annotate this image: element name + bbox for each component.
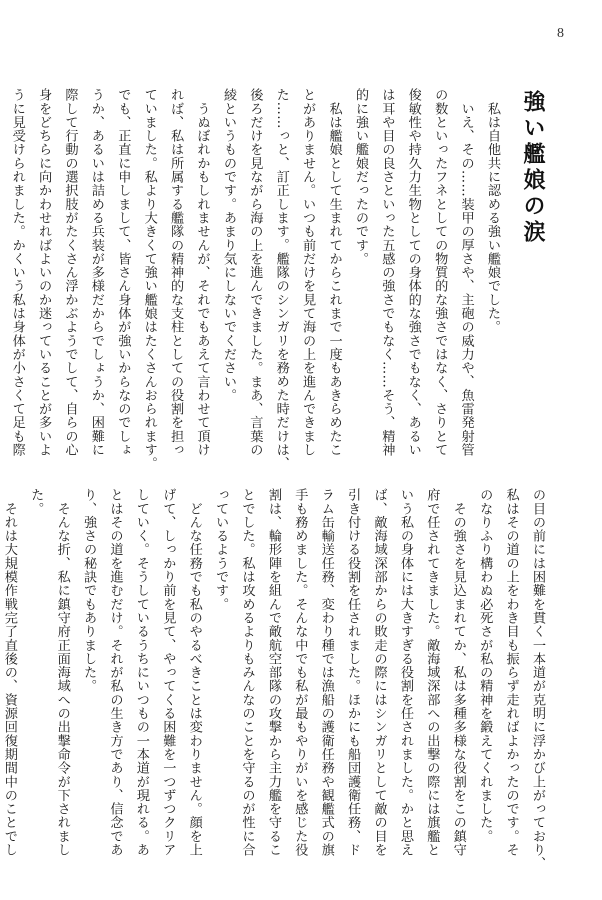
text-line: 割は、輪形陣を組んで敵航空部隊の攻撃から主力艦を守るこ [265,488,281,857]
text-line: っているようです。 [213,488,229,611]
text-block-lower [1,488,550,871]
text-line: 綾というものです。あまり気にしないでください。 [220,88,236,402]
text-line: れば、私は所属する艦隊の精神的な支柱としての役割を担っ [168,88,184,457]
text-line: 俊敏性や持久力生物としての身体的な強さでもなく、あるい [405,88,421,457]
text-line: た……っと、訂正します。艦隊のシンガリを務めた時だけは、 [273,88,289,471]
text-line: 手も務めました。そんな中でも私が最もやりがいを感じた役 [292,488,308,857]
text-line: でも、正直に申しまして、皆さん身体が強いからなのでしょ [115,88,131,457]
chapter-title: 強い艦娘の涙 [520,90,545,246]
text-line: 私はその道の上をわき目も振らず走ればよかったのです。そ [503,488,519,857]
text-line: は耳や目の良さといった五感の強さでもなく……そう、精神 [379,88,395,457]
text-line: その強さを見込まれてか、私は多種多様な役割をこの鎮守 [450,488,466,857]
text-line: 府で任されてきました。敵海域深部への出撃の際には旗艦と [424,488,440,857]
text-line: の数といったフネとしての物質的な強さではなく、さりとて [432,88,448,457]
text-line: ラム缶輸送任務、変わり種では漁船の護衛任務や観艦式の旗 [318,488,334,857]
text-line: うぬぼれかもしれませんが、それでもあえて言わせて頂け [194,88,210,457]
text-line: とがありません。いつも前だけを見て海の上を進んできまし [300,88,316,457]
text-line [0,88,3,466]
text-line: ば、敵海域深部からの敗走の際にはシンガリとして敵の目を [371,488,387,857]
text-line: の目の前には困難を貫く一本道が克明に浮かび上がっており、 [530,488,545,871]
text-line: とでした。私は攻めるよりもみんなのことを守るのが性に合 [239,488,255,857]
text-line: それは大規模作戦完了直後の、資源回復期間中のことでし [1,488,17,857]
text-block-upper [9,88,505,471]
text-line: 後ろだけを見ながら海の上を進んできました。まあ、言葉の [247,88,263,457]
text-line: 引き付ける役割を任されました。ほかにも船団護衛任務、ド [345,488,361,857]
text-line: 際して行動の選択肢がたくさん浮かぶようでして、自らの心 [62,88,78,457]
text-line: いう私の身体には大きすぎる役割を任されました。かと思え [397,488,413,857]
text-line: うか、あるいは詰める兵装が多様だからでしょうか、困難に [88,88,104,457]
text-line: た。 [28,488,44,516]
text-line: いえ、その……装甲の厚さや、主砲の威力や、魚雷発射管 [458,88,474,457]
text-line: 私は自他共に認める強い艦娘でした。 [485,88,500,334]
text-line: うに見受けられました。かくいう私は身体が小さくて足も際 [9,88,25,457]
text-line: そんな折、私に鎮守府正面海域への出撃命令が下されまし [54,488,70,857]
text-line: のなりふり構わぬ必死さが私の精神を鍛えてくれました。 [477,488,493,843]
text-line: 私は艦娘として生まれてからこれまで一度もあきらめたこ [326,88,342,457]
text-line: どんな任務でも私のやるべきことは変わりません。顔を上 [186,488,202,857]
text-line: ていました。私より大きくて強い艦娘はたくさんおられます。 [141,88,157,471]
text-line: していく。そうしているうちにいつもの一本道が現れる。あ [133,488,149,857]
text-line: 的に強い艦娘だったのです。 [352,88,368,266]
text-line: とはその道を進むだけ。それが私の生き方であり、信念であ [107,488,123,857]
page-number: 8 [557,26,564,41]
text-line: り、強さの秘訣でもありました。 [81,488,97,693]
text-line: げて、しっかり前を見て、やってくる困難を一つずつクリア [160,488,176,857]
text-line: 身をどちらに向かわせればよいのか迷っていることが多いよ [36,88,52,457]
